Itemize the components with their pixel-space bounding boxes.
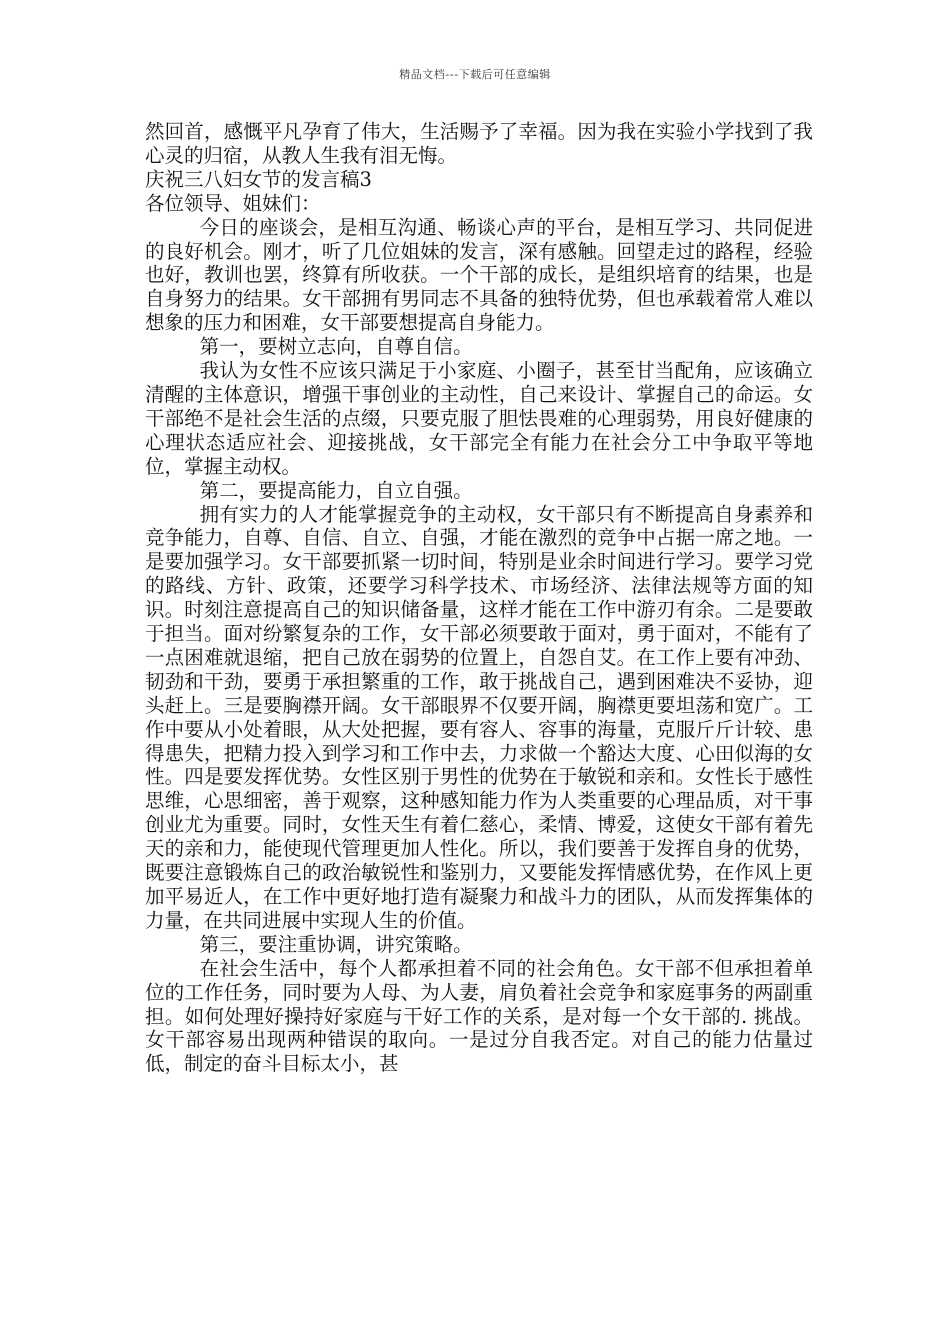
section-heading-second: 第二，要提高能力，自立自强。 (199, 478, 473, 502)
salutation: 各位领导、姐妹们： (145, 191, 321, 215)
paragraph-second: 拥有实力的人才能掌握竞争的主动权，女干部只有不断提高自身素养和竞争能力，自尊、自信、自立、自强，才能在激烈的竞争中占据一席之地。一是要加强学习。女干部要抓紧一切时间，特别是业余时间进行学习。要学习党的路线、方针、政策，还要学习科学技术、市场经济、法律法规等方面的知识。时刻注意提高自己的知识储备量，这样才能在工作中游刃有余。二是要敢于担当。面对纷繁复杂的工作，女干部必须要敢于面对，勇于面对，不能有了一点困难就退缩，把自己放在弱势的位置上，自怨自艾。在工作上要有冲劲、韧劲和干劲，要勇于承担繁重的工作，敢于挑战自己，遇到困难决不妥协，迎头赶上。三是要胸襟开阔。女干部眼界不仅要开阔，胸襟更要坦荡和宽广。工作中要从小处着眼，从大处把握，要有容人、容事的海量，克服斤斤计较、患得患失，把精力投入到学习和工作中去，力求做一个豁达大度、心田似海的女性。四是要发挥优势。女性区别于男性的优势在于敏锐和亲和。女性长于感性思维，心思细密，善于观察，这种感知能力作为人类重要的心理品质，对干事创业尤为重要。同时，女性天生有着仁慈心，柔情、博爱，这使女干部有着先天的亲和力，能使现代管理更加人性化。所以，我们要善于发挥自身的优势，既要注意锻炼自己的政治敏锐性和鉴别力，又要能发挥情感优势，在作风上更加平易近人，在工作中更好地打造有凝聚力和战斗力的团队，从而发挥集体的力量，在共同进展中实现人生的价值。 (145, 502, 813, 932)
paragraph-first: 我认为女性不应该只满足于小家庭、小圈子，甚至甘当配角，应该确立清醒的主体意识，增强干事创业的主动性，自己来设计、掌握自己的命运。女干部绝不是社会生活的点缀，只要克服了胆怯畏难的心理弱势，用良好健康的心理状态适应社会、迎接挑战，女干部完全有能力在社会分工中争取平等地位，掌握主动权。 (145, 359, 813, 478)
speech-title: 庆祝三八妇女节的发言稿3 (145, 167, 372, 191)
paragraph-third: 在社会生活中，每个人都承担着不同的社会角色。女干部不但承担着单位的工作任务，同时要为人母、为人妻，肩负着社会竞争和家庭事务的两副重担。如何处理好操持好家庭与干好工作的关系，是对每一个女干部的. 挑战。女干部容易出现两种错误的取向。一是过分自我否定。对自己的能力估量过低，制定的奋斗目标太小，甚 (145, 956, 813, 1076)
paragraph-continuation: 然回首，感慨平凡孕育了伟大，生活赐予了幸福。因为我在实验小学找到了我心灵的归宿，从教人生我有泪无悔。 (145, 120, 813, 167)
section-heading-first: 第一，要树立志向，自尊自信。 (199, 335, 473, 359)
page-header: 精品文档---下载后可任意编辑 (399, 68, 551, 81)
paragraph-intro: 今日的座谈会，是相互沟通、畅谈心声的平台，是相互学习、共同促进的良好机会。刚才，听了几位姐妹的发言，深有感触。回望走过的路程，经验也好，教训也罢，终算有所收获。一个干部的成长，是组织培育的结果，也是自身努力的结果。女干部拥有男同志不具备的独特优势，但也承载着常人难以想象的压力和困难，女干部要想提高自身能力。 (145, 215, 813, 335)
section-heading-third: 第三，要注重协调，讲究策略。 (199, 932, 473, 956)
document-body (145, 120, 813, 1076)
